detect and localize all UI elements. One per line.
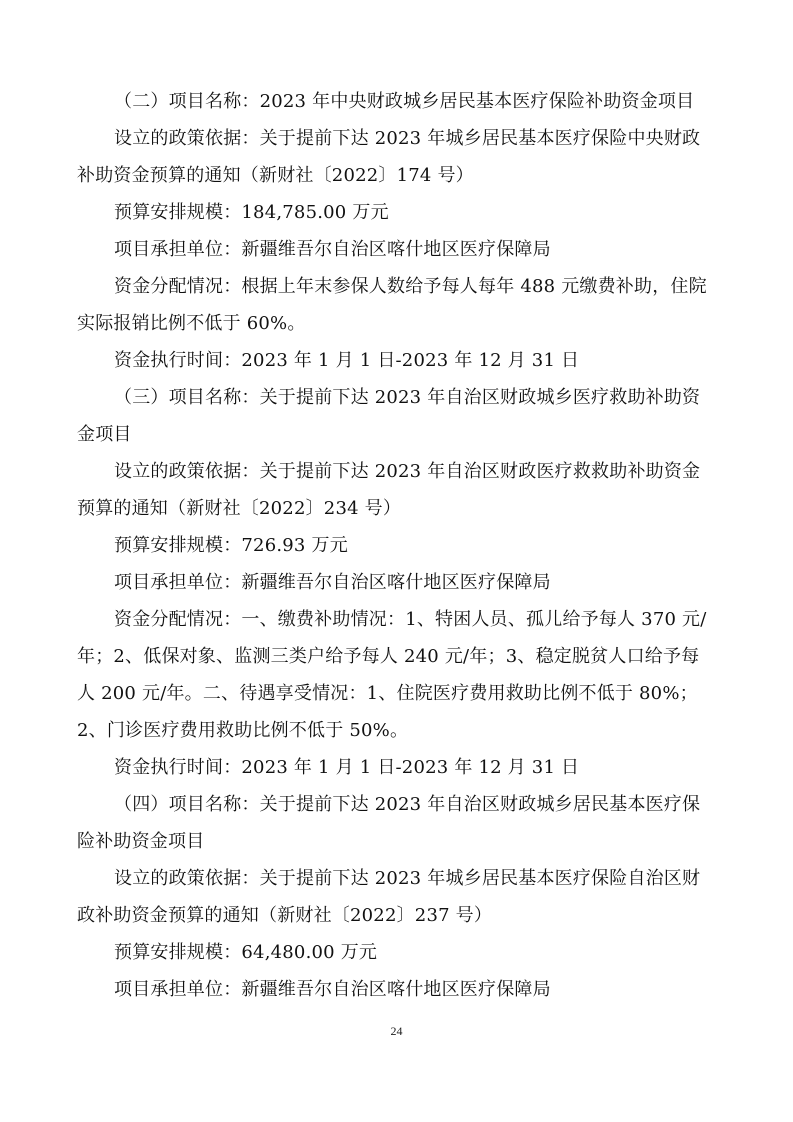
paragraph-project-3-policy: 设立的政策依据：关于提前下达 2023 年自治区财政医疗救救助补助资金预算的通知（新财社〔2022〕234 号） — [77, 461, 701, 519]
paragraph-project-2-title: （二）项目名称：2023 年中央财政城乡居民基本医疗保险补助资金项目 — [114, 91, 695, 112]
paragraph-project-4-unit: 项目承担单位：新疆维吾尔自治区喀什地区医疗保障局 — [114, 979, 551, 1000]
paragraph-project-2-policy: 设立的政策依据：关于提前下达 2023 年城乡居民基本医疗保险中央财政补助资金预算的通知（新财社〔2022〕174 号） — [77, 128, 701, 186]
paragraph-project-4-policy: 设立的政策依据：关于提前下达 2023 年城乡居民基本医疗保险自治区财政补助资金预算的通知（新财社〔2022〕237 号） — [77, 868, 701, 926]
paragraph-project-3-period: 资金执行时间：2023 年 1 月 1 日-2023 年 12 月 31 日 — [114, 757, 580, 778]
paragraph-project-2-allocation: 资金分配情况：根据上年末参保人数给予每人每年 488 元缴费补助，住院实际报销比例不低于 60%。 — [77, 276, 707, 334]
paragraph-project-3-budget: 预算安排规模：726.93 万元 — [114, 535, 348, 556]
paragraph-project-3-allocation: 资金分配情况：一、缴费补助情况：1、特困人员、孤儿给予每人 370 元/年；2、低保对象、监测三类户给予每人 240 元/年；3、稳定脱贫人口给予每人 200 元/年。二、待遇享受情况：1、住院医疗费用救助比例不低于 80%；2、门诊医疗费用救助比例不低于 50%。 — [77, 609, 707, 741]
paragraph-project-2-budget: 预算安排规模：184,785.00 万元 — [114, 202, 389, 223]
paragraph-project-2-period: 资金执行时间：2023 年 1 月 1 日-2023 年 12 月 31 日 — [114, 350, 580, 371]
paragraph-project-3-title: （三）项目名称：关于提前下达 2023 年自治区财政城乡医疗救助补助资金项目 — [77, 387, 701, 445]
paragraph-project-2-unit: 项目承担单位：新疆维吾尔自治区喀什地区医疗保障局 — [114, 239, 551, 260]
paragraph-project-4-budget: 预算安排规模：64,480.00 万元 — [114, 942, 378, 963]
paragraph-project-3-unit: 项目承担单位：新疆维吾尔自治区喀什地区医疗保障局 — [114, 572, 551, 593]
paragraph-project-4-title: （四）项目名称：关于提前下达 2023 年自治区财政城乡居民基本医疗保险补助资金项目 — [77, 794, 701, 852]
page-number: 24 — [390, 1024, 403, 1038]
